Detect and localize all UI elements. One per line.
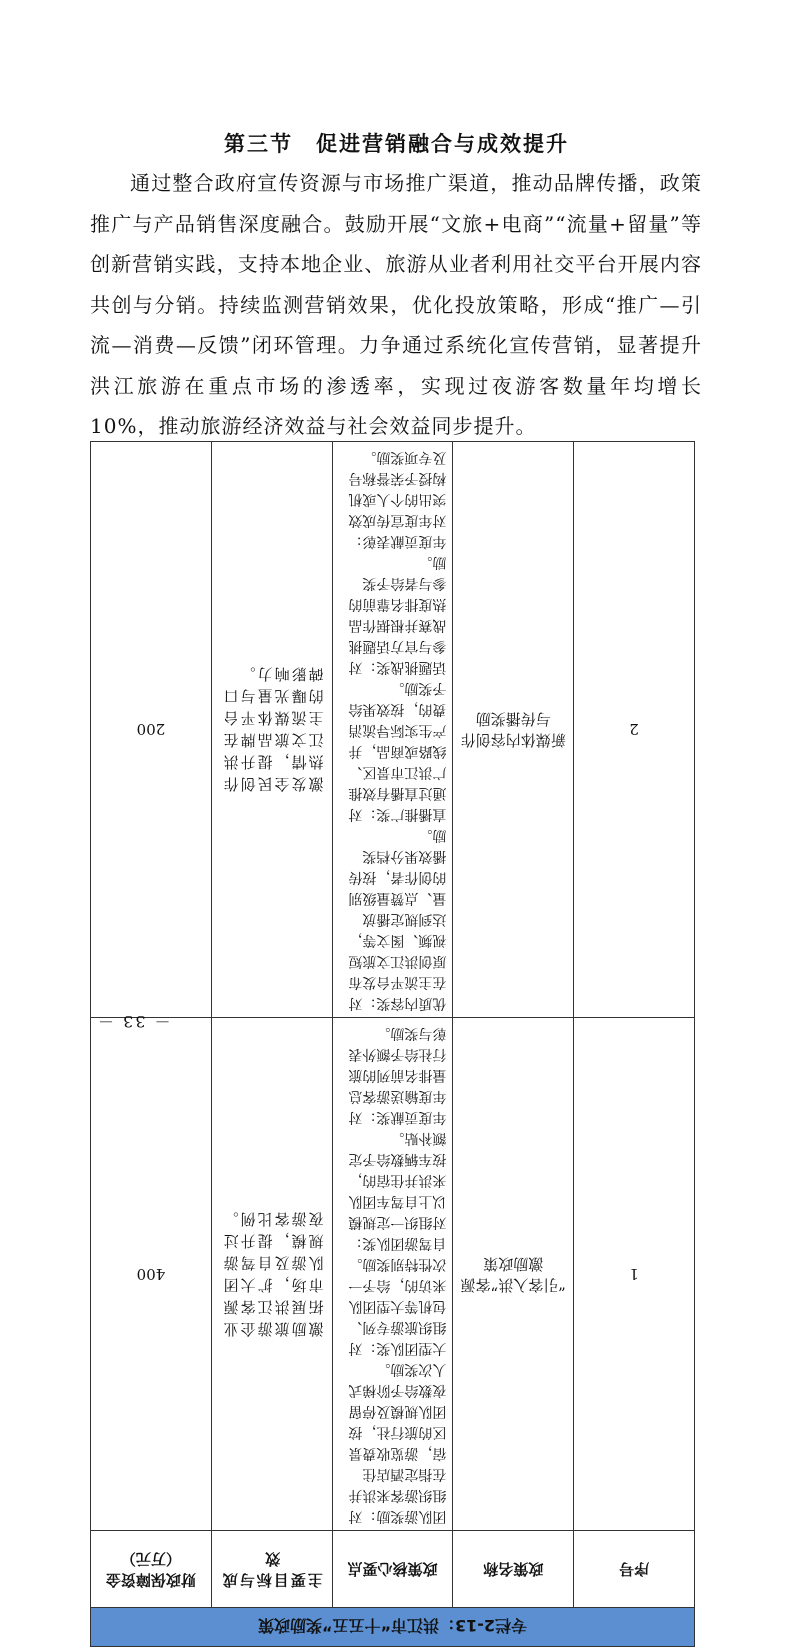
core-point: 优质内容奖：对在主流平台发布原创洪江文旅短视频、图文等，达到规定播放量、点赞量级别的创作者，按传播效果分档奖励。 bbox=[348, 827, 447, 1011]
row-fund: 400 bbox=[91, 1018, 212, 1531]
core-point: 直播推广奖：对通过直播有效推广洪江市景区、线路或商品，并产生实际导流消费的，按效果给予奖励。 bbox=[348, 680, 447, 822]
row-core bbox=[332, 442, 453, 1018]
table-row bbox=[91, 1018, 695, 1531]
section-heading: 第三节 促进营销融合与成效提升 bbox=[224, 132, 569, 156]
core-point: 话题挑战奖：对参与官方话题挑战赛并根据作品热度排名靠前的参与者给予奖励。 bbox=[348, 554, 447, 675]
header-fund: 财政保障资金（万元） bbox=[91, 1531, 212, 1608]
page-number: － 33 － bbox=[96, 1012, 171, 1031]
table-row bbox=[91, 442, 695, 1018]
policy-table bbox=[90, 441, 695, 1647]
table-header-row bbox=[91, 1531, 695, 1608]
row-no: 1 bbox=[574, 1018, 695, 1531]
row-no: 2 bbox=[574, 442, 695, 1018]
row-core bbox=[332, 1018, 453, 1531]
core-point: 团队游奖励：对组织游客来洪并在指定酒店住宿，游览收费景区的旅行社，按团队规模及停留夜数给予阶梯式人次奖励。 bbox=[348, 1361, 447, 1524]
row-goal: 激励旅游企业拓展洪江客源市场，扩大团队游及自驾游规模，提升过夜游客比例。 bbox=[211, 1018, 332, 1531]
table-title: 专栏2-13：洪江市“十五五”奖励政策 bbox=[91, 1608, 695, 1647]
body-paragraph: 通过整合政府宣传资源与市场推广渠道，推动品牌传播，政策推广与产品销售深度融合。鼓励开展“文旅+电商”“流量+留量”等创新营销实践，支持本地企业、旅游从业者利用社交平台开展内容共创与分销。持续监测营销效果，优化投放策略，形成“推广—引流—消费—反馈”闭环管理。力争通过系统化宣传营销，显著提升洪江旅游在重点市场的渗透率，实现过夜游客数量年均增长10%，推动旅游经济效益与社会效益同步提升。 bbox=[90, 171, 702, 438]
header-core: 政策核心要点 bbox=[332, 1531, 453, 1608]
row-name: “引客入洪”客源激励政策 bbox=[453, 1018, 574, 1531]
core-point: 年度贡献奖：对年度输送游客总量排名前列的旅行社给予额外表彰与奖励。 bbox=[348, 1025, 447, 1125]
header-goal: 主要目标与成效 bbox=[211, 1531, 332, 1608]
header-no: 序号 bbox=[574, 1531, 695, 1608]
row-goal: 激发全民创作热情，提升洪江文旅品牌在主流媒体平台的曝光量与口碑影响力。 bbox=[211, 442, 332, 1018]
row-name: 新媒体内容创作与传播奖励 bbox=[453, 442, 574, 1018]
row-fund: 200 bbox=[91, 442, 212, 1018]
body-text bbox=[90, 163, 702, 447]
core-point: 自驾游团队奖：对组织一定规模以上自驾车团队来洪并住宿的，按车辆数给予定额补贴。 bbox=[348, 1130, 447, 1251]
core-point: 大型团队奖：对组织旅游专列、包机等大型团队来访的，给予一次性特别奖励。 bbox=[348, 1256, 447, 1356]
core-point: 年度贡献表彰：对年度宣传成效突出的个人或机构授予荣誉称号及专项奖励。 bbox=[348, 449, 447, 549]
header-name: 政策名称 bbox=[453, 1531, 574, 1608]
